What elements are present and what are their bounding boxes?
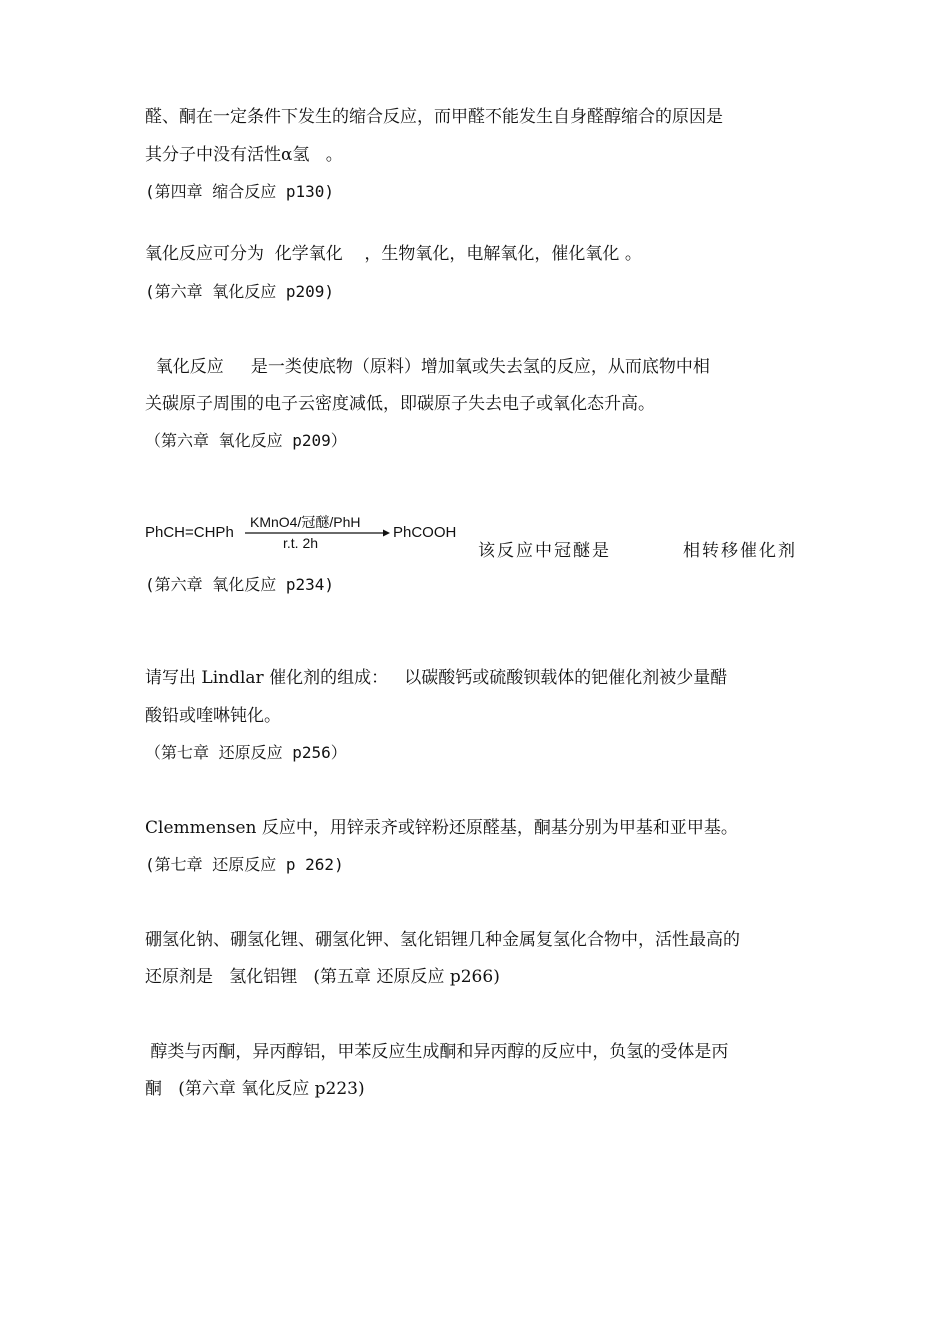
q4-reference: (第六章 氧化反应 p234)	[145, 575, 335, 594]
reactant: PhCH=CHPh	[145, 524, 234, 541]
product: PhCOOH	[393, 524, 457, 541]
q6-line-1: Clemmensen 反应中，用锌汞齐或锌粉还原醛基，酮基分别为甲基和亚甲基。	[145, 818, 738, 838]
q3-line-1: 氧化反应 是一类使底物（原料）增加氧或失去氢的反应，从而底物中相	[145, 357, 710, 377]
q8-line-2: 酮 (第六章 氧化反应 p223)	[145, 1079, 365, 1099]
q5-reference: （第七章 还原反应 p256）	[145, 743, 347, 762]
q1-line-1: 醛、酮在一定条件下发生的缩合反应，而甲醛不能发生自身醛醇缩合的原因是	[145, 107, 723, 127]
q4-answer: 相转移催化剂	[683, 541, 797, 561]
q8-line-1: 醇类与丙酮，异丙醇铝，甲苯反应生成酮和异丙醇的反应中，负氢的受体是丙	[145, 1042, 729, 1062]
q4-statement: 该反应中冠醚是	[478, 541, 611, 561]
q7-line-2: 还原剂是 氢化铝锂 (第五章 还原反应 p266)	[145, 967, 500, 987]
q6-reference: (第七章 还原反应 p 262)	[145, 855, 344, 874]
q1-reference: (第四章 缩合反应 p130)	[145, 182, 335, 201]
q3-line-2: 关碳原子周围的电子云密度减低，即碳原子失去电子或氧化态升高。	[145, 394, 655, 414]
q3-reference: （第六章 氧化反应 p209）	[145, 431, 347, 450]
q2-reference: (第六章 氧化反应 p209)	[145, 282, 335, 301]
reaction-scheme	[145, 508, 815, 561]
reaction-time: r.t. 2h	[283, 535, 319, 551]
q5-line-2: 酸铅或喹啉钝化。	[145, 706, 281, 726]
q2-line-1: 氧化反应可分为 化学氧化 ，生物氧化，电解氧化，催化氧化 。	[145, 244, 642, 264]
q7-line-1: 硼氢化钠、硼氢化锂、硼氢化钾、氢化铝锂几种金属复氢化合物中，活性最高的	[145, 930, 740, 950]
q1-line-2: 其分子中没有活性α氢 。	[145, 145, 343, 165]
q5-line-1: 请写出 Lindlar 催化剂的组成： 以碳酸钙或硫酸钡载体的钯催化剂被少量醋	[145, 668, 728, 688]
reagent-conditions: KMnO4/冠醚/PhH	[250, 514, 361, 530]
